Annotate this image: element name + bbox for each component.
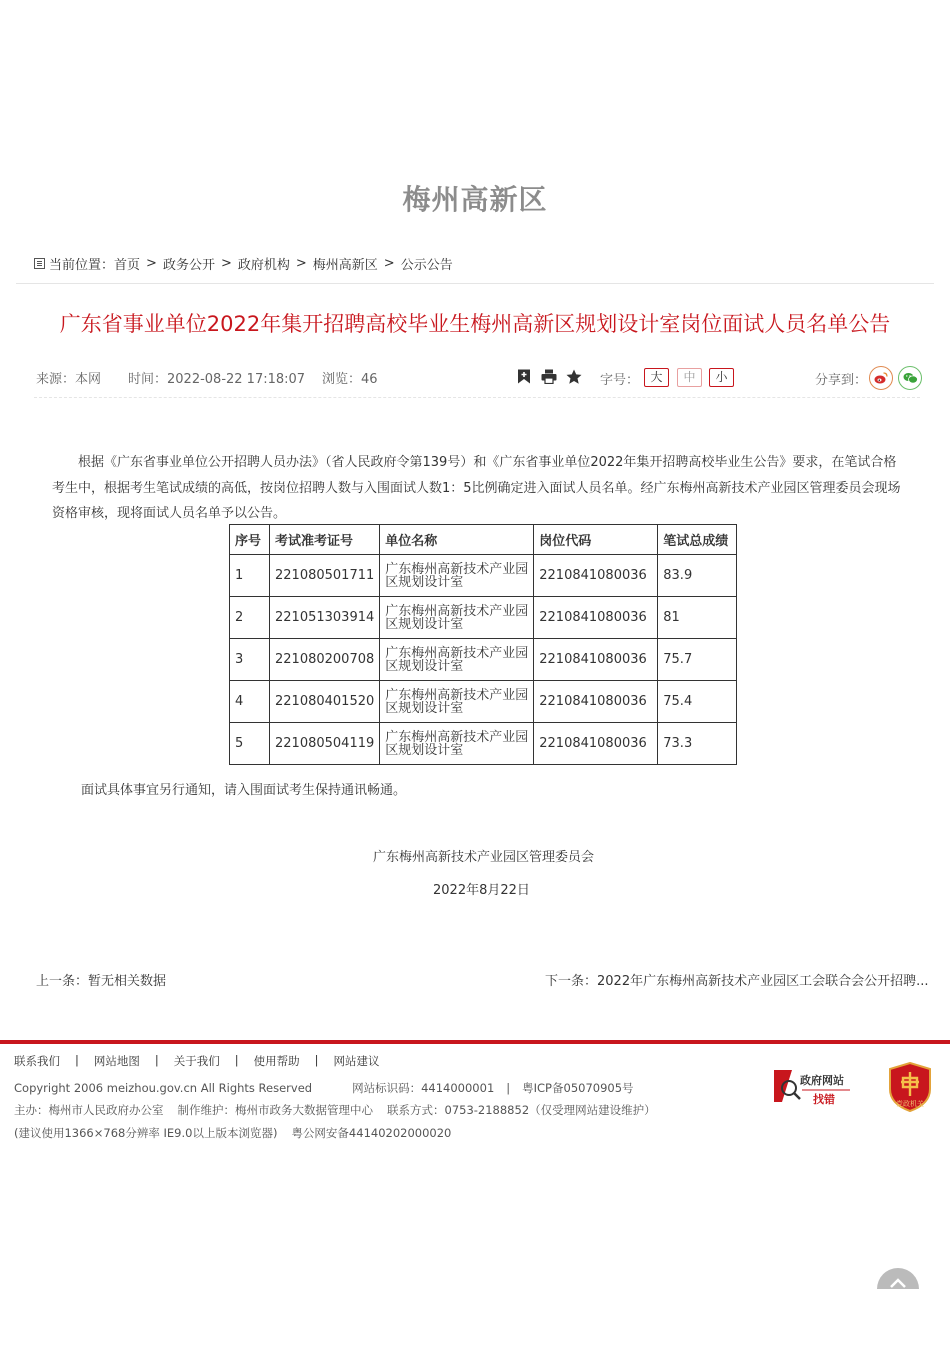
footer-contact: 联系方式：0753-2188852（仅受理网站建设维护） (387, 1103, 656, 1117)
table-cell: 2 (230, 597, 270, 639)
location-list-icon (34, 258, 45, 269)
party-badge-label: 党政机关 (896, 1100, 924, 1108)
article-time: 时间：2022-08-22 17:18:07 (128, 372, 306, 387)
breadcrumb-gov-agencies[interactable]: 政府机构 (237, 258, 290, 273)
footer-sponsor: 主办：梅州市人民政府办公室 (14, 1103, 164, 1117)
weibo-share-icon[interactable] (869, 366, 893, 390)
table-cell: 广东梅州高新技术产业园区规划设计室 (380, 639, 534, 681)
breadcrumb-home[interactable]: 首页 (114, 258, 141, 273)
table-cell: 2210841080036 (534, 681, 658, 723)
table-row (230, 723, 737, 765)
breadcrumb-high-tech-zone[interactable]: 梅州高新区 (312, 258, 378, 273)
footer-maintainer: 制作维护：梅州市政务大数据管理中心 (177, 1103, 373, 1117)
table-cell: 5 (230, 723, 270, 765)
table-cell: 广东梅州高新技术产业园区规划设计室 (380, 681, 534, 723)
bookmark-icon[interactable] (515, 368, 532, 385)
table-cell: 73.3 (658, 723, 737, 765)
table-header-cell: 单位名称 (380, 525, 534, 555)
breadcrumb (34, 254, 453, 273)
divider (16, 283, 934, 284)
footer-sponsor-line (14, 1102, 656, 1118)
footer-police-record[interactable]: 粤公网安备44140202000020 (291, 1126, 452, 1140)
article-tools (515, 368, 582, 385)
table-cell: 广东梅州高新技术产业园区规划设计室 (380, 597, 534, 639)
table-cell: 广东梅州高新技术产业园区规划设计室 (380, 723, 534, 765)
article-date: 2022年8月22日 (433, 883, 530, 898)
table-header-cell: 序号 (230, 525, 270, 555)
breadcrumb-separator: > (146, 256, 157, 271)
table-cell: 83.9 (658, 555, 737, 597)
article-views: 浏览：46 (322, 372, 378, 387)
footer-site-id: 网站标识码：4414000001 (352, 1081, 495, 1095)
print-icon[interactable] (540, 368, 557, 385)
table-cell: 2210841080036 (534, 639, 658, 681)
table-header-cell: 岗位代码 (534, 525, 658, 555)
footer-copyright: Copyright 2006 meizhou.gov.cn All Rights Reserved (14, 1081, 313, 1095)
footer-separator: | (314, 1053, 319, 1067)
table-cell: 221051303914 (270, 597, 380, 639)
gov-badge-title: 政府网站 (800, 1074, 844, 1087)
table-cell: 221080200708 (270, 639, 380, 681)
footer-separator: | (75, 1053, 79, 1067)
back-to-top-button[interactable] (877, 1268, 919, 1289)
gov-badge-subtitle: 找错 (813, 1093, 835, 1106)
breadcrumb-notices[interactable]: 公示公告 (400, 258, 453, 273)
footer-link-sitemap[interactable]: 网站地图 (93, 1054, 140, 1068)
breadcrumb-separator: > (383, 256, 395, 271)
footer-links (14, 1053, 380, 1069)
footer-link-suggestion[interactable]: 网站建议 (333, 1054, 380, 1068)
favorite-star-icon[interactable] (565, 368, 582, 385)
table-cell: 2210841080036 (534, 555, 658, 597)
table-cell: 4 (230, 681, 270, 723)
table-cell: 221080401520 (270, 681, 380, 723)
font-size-medium-button[interactable]: 中 (677, 368, 702, 387)
divider (34, 397, 920, 398)
breadcrumb-label: 当前位置： (49, 258, 115, 273)
table-cell: 81 (658, 597, 737, 639)
table-row (230, 681, 737, 723)
footer-copyright-line: Copyright 2006 meizhou.gov.cn All Rights Reserved 网站标识码：4414000001 | 粤ICP备05070905号 (14, 1081, 634, 1095)
arrow-up-icon (877, 1268, 919, 1289)
footer-browser-line (14, 1125, 451, 1141)
footer-accent-bar (0, 1040, 950, 1044)
footer-separator: | (234, 1053, 239, 1067)
font-size-label: 字号： (600, 373, 640, 388)
table-cell: 221080501711 (270, 555, 380, 597)
font-size-small-button[interactable]: 小 (709, 368, 734, 387)
breadcrumb-separator: > (295, 256, 307, 271)
party-gov-badge[interactable] (888, 1062, 932, 1112)
footer-icp[interactable]: 粤ICP备05070905号 (522, 1081, 634, 1095)
table-row (230, 597, 737, 639)
breadcrumb-gov-affairs[interactable]: 政务公开 (162, 258, 215, 273)
table-cell: 2210841080036 (534, 597, 658, 639)
table-cell: 广东梅州高新技术产业园区规划设计室 (380, 555, 534, 597)
table-row (230, 555, 737, 597)
table-header-row (230, 525, 737, 555)
share-label: 分享到： (815, 373, 868, 388)
article-body: 根据《广东省事业单位公开招聘人员办法》（省人民政府令第139号）和《广东省事业单位2022年集开招聘高校毕业生公告》要求，在笔试合格考生中，根据考生笔试成绩的高低，按岗位招聘人数与入围面试人数1：5比例确定进入面试人员名单。经广东梅州高新技术产业园区管理委员会现场资格审核，现将面试人员名单予以公告。 (52, 455, 901, 521)
wechat-share-icon[interactable] (898, 366, 922, 390)
gov-site-error-report-badge[interactable] (772, 1066, 852, 1106)
table-cell: 2210841080036 (534, 723, 658, 765)
table-cell: 221080504119 (270, 723, 380, 765)
article-title: 广东省事业单位2022年集开招聘高校毕业生梅州高新区规划设计室岗位面试人员名单公告 (59, 312, 891, 336)
article-source: 来源：本网 (36, 372, 102, 387)
interview-list-table (229, 524, 737, 765)
table-header-cell: 笔试总成绩 (658, 525, 737, 555)
prev-article-link[interactable]: 上一条：暂无相关数据 (36, 974, 167, 989)
table-cell: 75.7 (658, 639, 737, 681)
font-size-large-button[interactable]: 大 (644, 368, 669, 387)
footer-separator: | (154, 1053, 159, 1067)
article-signature: 广东梅州高新技术产业园区管理委员会 (373, 850, 595, 865)
table-cell: 1 (230, 555, 270, 597)
article-note: 面试具体事宜另行通知，请入围面试考生保持通讯畅通。 (81, 783, 407, 798)
footer-link-contact[interactable]: 联系我们 (14, 1054, 60, 1068)
table-cell: 75.4 (658, 681, 737, 723)
table-row (230, 639, 737, 681)
breadcrumb-separator: > (220, 256, 232, 271)
table-cell: 3 (230, 639, 270, 681)
footer-link-help[interactable]: 使用帮助 (253, 1054, 300, 1068)
site-title: 梅州高新区 (402, 183, 548, 216)
footer-link-about[interactable]: 关于我们 (173, 1054, 220, 1068)
next-article-link[interactable]: 下一条：2022年广东梅州高新技术产业园区工会联合会公开招聘... (545, 974, 929, 989)
footer-browser-tip: (建议使用1366×768分辨率 IE9.0以上版本浏览器) (14, 1126, 278, 1140)
table-header-cell: 考试准考证号 (270, 525, 380, 555)
